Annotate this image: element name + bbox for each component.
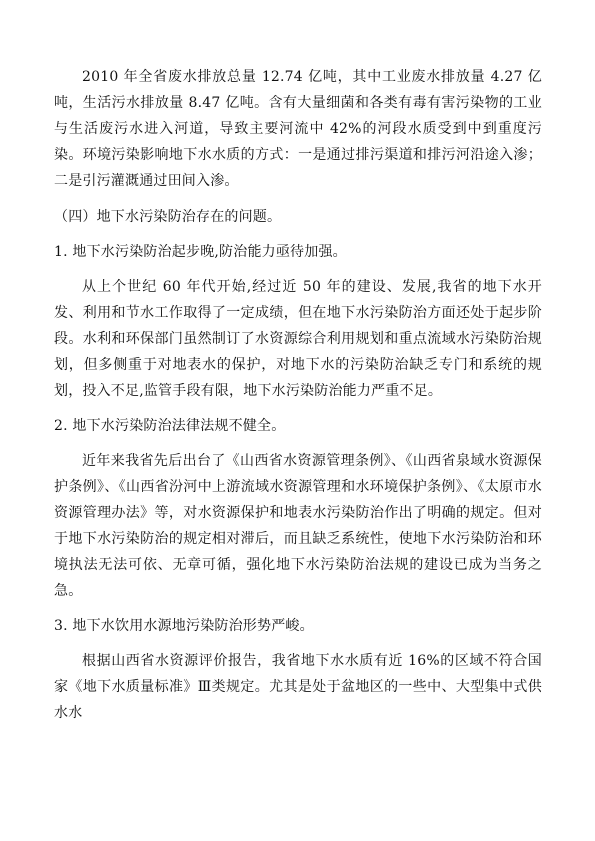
heading-laws-incomplete: 2. 地下水污染防治法律法规不健全。 <box>54 418 286 434</box>
heading-late-start: 1. 地下水污染防治起步晚,防治能力亟待加强。 <box>54 244 347 260</box>
section-heading-problems: （四）地下水污染防治存在的问题。 <box>54 209 282 225</box>
paragraph-wastewater-discharge: 2010 年全省废水排放总量 12.74 亿吨，其中工业废水排放量 4.27 亿吨，生活污水排放量 8.47 亿吨。含有大量细菌和各类有毒有害污染物的工业与生活废污水进入河道，导致主要河流中 42%的河段水质受到中到重度污染。环境污染影响地下水水质的方式：一是通过排污渠道和排污河沿途入渗；二是引污灌溉通过田间入渗。 <box>54 69 542 189</box>
paragraph-late-start: 从上个世纪 60 年代开始,经过近 50 年的建设、发展,我省的地下水开发、利用和节水工作取得了一定成绩，但在地下水污染防治方面还处于起步阶段。水利和环保部门虽然制订了水资源综合利用规划和重点流域水污染防治规划，但多侧重于对地表水的保护，对地下水的污染防治缺乏专门和系统的规划，投入不足,监管手段有限，地下水污染防治能力严重不足。 <box>54 279 542 399</box>
paragraph-laws-incomplete: 近年来我省先后出台了《山西省水资源管理条例》、《山西省泉域水资源保护条例》、《山西省汾河中上游流域水资源管理和水环境保护条例》、《太原市水资源管理办法》等，对水资源保护和地表水污染防治作出了明确的规定。但对于地下水污染防治的规定相对滞后，而且缺乏系统性，使地下水污染防治和环境执法无法可依、无章可循，强化地下水污染防治法规的建设已成为当务之急。 <box>54 453 542 599</box>
document-body <box>54 64 542 726</box>
paragraph-drinking-water-sources: 根据山西省水资源评价报告，我省地下水水质有近 16%的区域不符合国家《地下水质量标准》Ⅲ类规定。尤其是处于盆地区的一些中、大型集中式供水水 <box>54 653 542 721</box>
heading-drinking-water-sources: 3. 地下水饮用水源地污染防治形势严峻。 <box>54 618 314 634</box>
